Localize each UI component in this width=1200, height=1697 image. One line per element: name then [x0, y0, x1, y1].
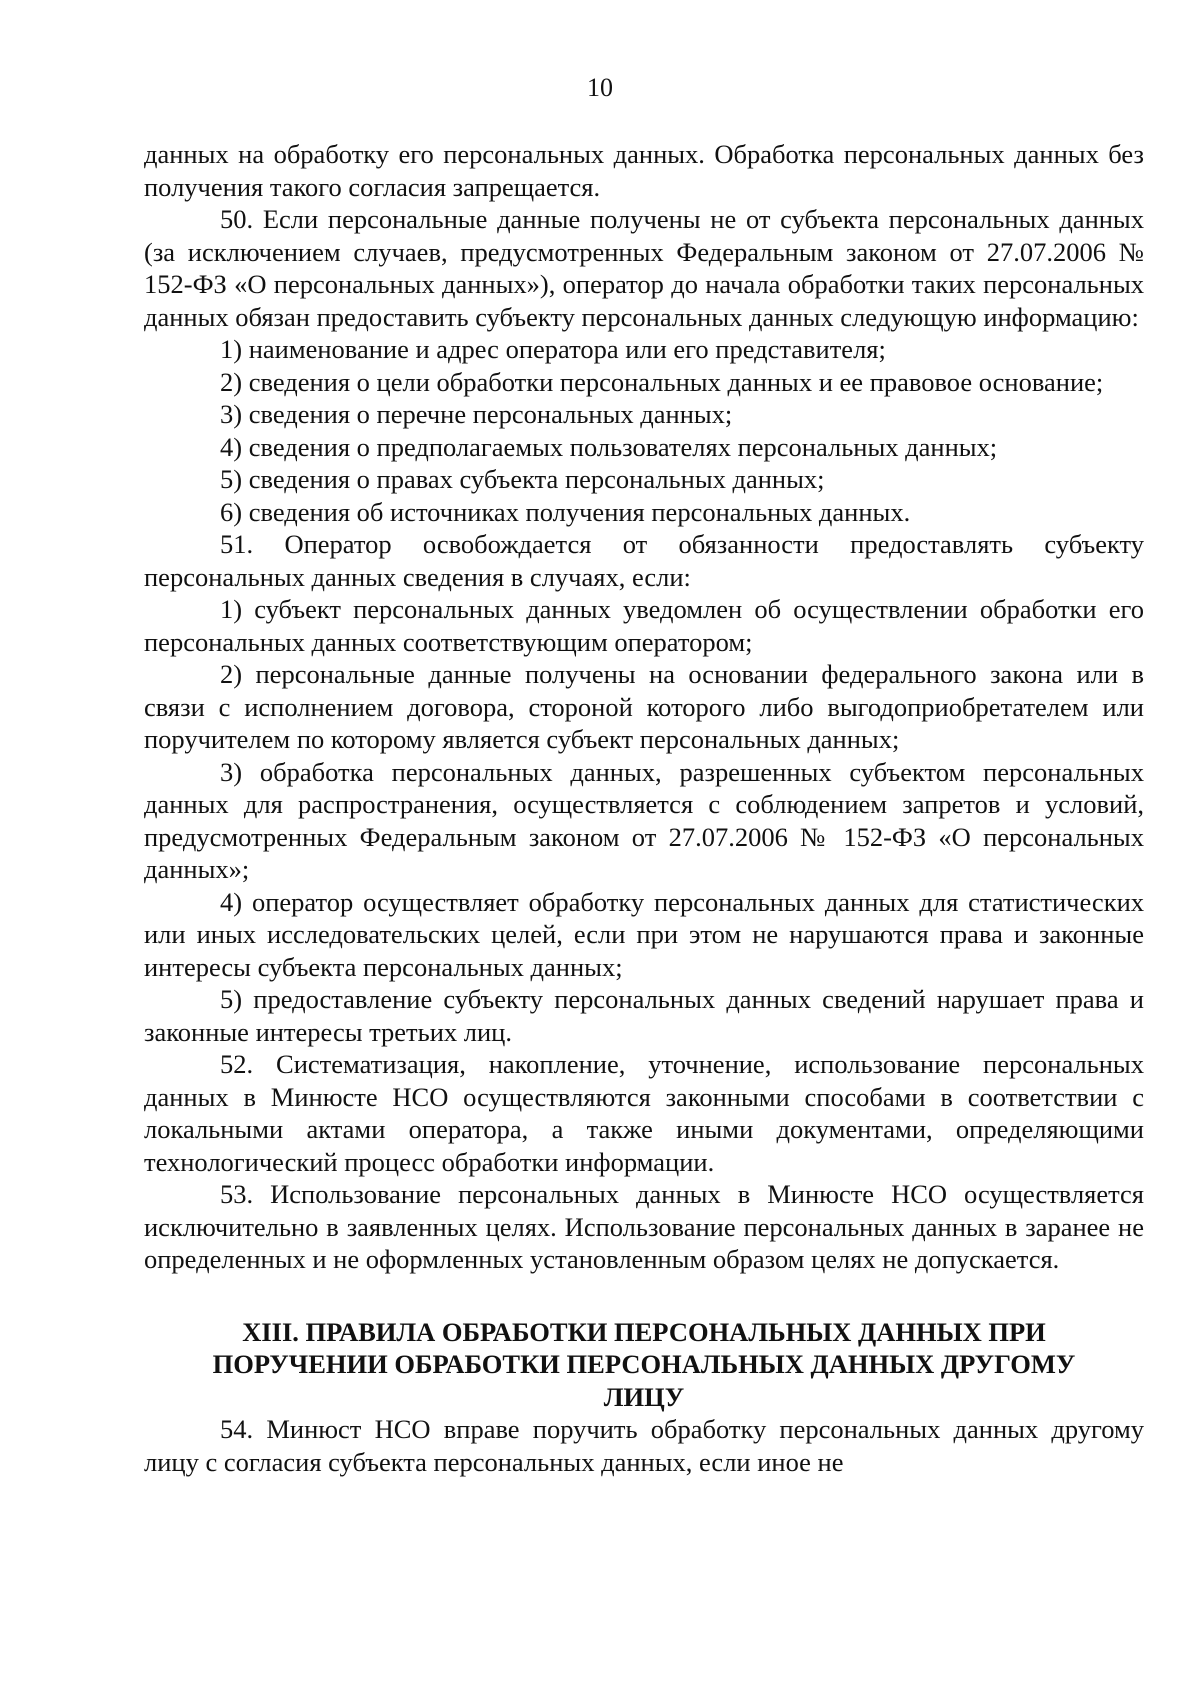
list-item-50-6: 6) сведения об источниках получения персональных данных. — [220, 496, 911, 527]
page-number: 10 — [587, 73, 613, 102]
section-heading-line-1: XIII. ПРАВИЛА ОБРАБОТКИ ПЕРСОНАЛЬНЫХ ДАННЫХ ПРИ — [242, 1316, 1046, 1347]
list-item-51-5: 5) предоставление субъекту персональных данных сведений нарушает права и законные интересы третьих лиц. — [144, 984, 1144, 1047]
list-item-50-1: 1) наименование и адрес оператора или его представителя; — [220, 334, 886, 364]
list-item-51-3: 3) обработка персональных данных, разрешенных субъектом персональных данных для распространения, осуществляется с соблюдением запретов и условий, предусмотренных Федеральным законом от 27.07.2006 № 152-ФЗ «О персональных данных»; — [144, 756, 1144, 884]
paragraph-52: 52. Систематизация, накопление, уточнение, использование персональных данных в Минюсте НСО осуществляются законными способами в соответствии с локальными актами оператора, а также иными документами, определяющими технологический процесс обработки информации. — [144, 1049, 1144, 1177]
list-item-50-4: 4) сведения о предполагаемых пользователях персональных данных; — [220, 431, 998, 462]
paragraph-50: 50. Если персональные данные получены не от субъекта персональных данных (за исключением случаев, предусмотренных Федеральным законом от 27.07.2006 № 152-ФЗ «О персональных данных»), оператор до начала обработки таких персональных данных обязан предоставить субъекту персональных данных следующую информацию: — [144, 204, 1144, 332]
section-heading-line-3: ЛИЦУ — [603, 1381, 685, 1412]
section-heading-line-2: ПОРУЧЕНИИ ОБРАБОТКИ ПЕРСОНАЛЬНЫХ ДАННЫХ ДРУГОМУ — [212, 1349, 1076, 1379]
paragraph-54: 54. Минюст НСО вправе поручить обработку персональных данных другому лицу с согласия субъекта персональных данных, если иное не — [144, 1414, 1144, 1477]
list-item-51-2: 2) персональные данные получены на основании федерального закона или в связи с исполнением договора, стороной которого либо выгодоприобретателем или поручителем по которому является субъект персональных данных; — [144, 659, 1144, 754]
document-body — [144, 138, 1144, 1478]
paragraph-53: 53. Использование персональных данных в Минюсте НСО осуществляется исключительно в заявленных целях. Использование персональных данных в заранее не определенных и не оформленных установленным образом целях не допускается. — [144, 1179, 1144, 1274]
paragraph-continuation: данных на обработку его персональных данных. Обработка персональных данных без получения такого согласия запрещается. — [144, 139, 1144, 202]
list-item-51-4: 4) оператор осуществляет обработку персональных данных для статистических или иных исследовательских целей, если при этом не нарушаются права и законные интересы субъекта персональных данных; — [144, 886, 1144, 982]
list-item-50-5: 5) сведения о правах субъекта персональных данных; — [220, 464, 825, 494]
list-item-50-3: 3) сведения о перечне персональных данных; — [220, 399, 733, 429]
list-item-50-2: 2) сведения о цели обработки персональных данных и ее правовое основание; — [220, 366, 1104, 397]
section-heading — [144, 1316, 1144, 1414]
list-item-51-1: 1) субъект персональных данных уведомлен об осуществлении обработки его персональных данных соответствующим оператором; — [144, 594, 1144, 657]
paragraph-51: 51. Оператор освобождается от обязанности предоставлять субъекту персональных данных сведения в случаях, если: — [144, 529, 1144, 592]
